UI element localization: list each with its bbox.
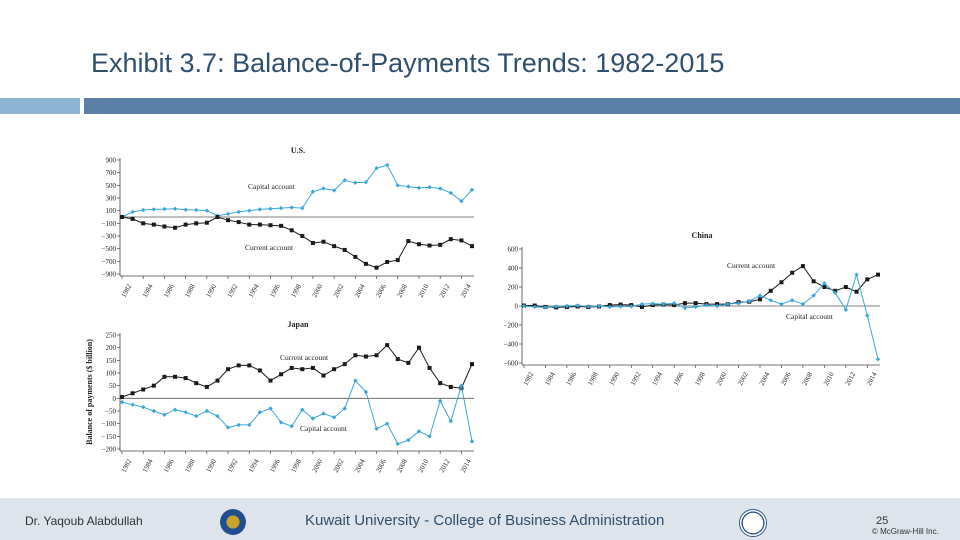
- japan-series-line-capital: [122, 381, 472, 444]
- us-current-point: [173, 226, 177, 230]
- china-y-tick-label: −200: [503, 321, 518, 330]
- china-x-tick-label: 1996: [671, 370, 686, 387]
- japan-x-tick-label: 2006: [374, 457, 388, 474]
- china-capital-point: [758, 293, 762, 297]
- us-current-point: [300, 234, 304, 238]
- us-current-point: [364, 262, 368, 266]
- japan-current-point: [258, 368, 262, 372]
- china-current-point: [694, 301, 698, 305]
- china-current-point: [779, 280, 783, 284]
- us-x-tick-label: 2010: [416, 282, 431, 299]
- us-x-tick-label: 1984: [140, 282, 155, 299]
- us-y-tick-label: −700: [101, 257, 116, 266]
- japan-current-point: [194, 381, 198, 385]
- china-y-tick-label: 200: [507, 283, 518, 292]
- china-capital-point: [876, 357, 880, 361]
- japan-x-tick-label: 1996: [268, 457, 282, 474]
- china-capital-point: [854, 272, 858, 276]
- us-current-point: [428, 244, 432, 248]
- us-capital-point: [247, 208, 251, 212]
- china-y-tick-label: 600: [507, 245, 518, 254]
- japan-capital-point: [162, 413, 166, 417]
- us-x-tick-label: 1998: [289, 282, 304, 299]
- china-capital-point: [790, 298, 794, 302]
- japan-current-point: [311, 366, 315, 370]
- japan-capital-point: [173, 408, 177, 412]
- china-x-tick-label: 2004: [757, 370, 772, 387]
- china-x-tick-label: 1988: [586, 370, 600, 387]
- china-x-tick-label: 2002: [736, 370, 750, 387]
- china-current-point: [769, 289, 773, 293]
- japan-current-point: [268, 379, 272, 383]
- japan-x-tick-label: 1994: [246, 457, 261, 474]
- china-x-tick-label: 2010: [822, 370, 836, 387]
- japan-capital-point: [438, 399, 442, 403]
- us-capital-point: [321, 186, 325, 190]
- japan-x-tick-label: 1982: [119, 457, 134, 474]
- japan-series-label: Current account: [280, 353, 329, 362]
- us-capital-point: [141, 208, 145, 212]
- us-capital-point: [236, 210, 240, 214]
- us-chart-title: U.S.: [290, 146, 306, 155]
- japan-y-tick-label: −200: [101, 445, 116, 454]
- japan-current-point: [343, 362, 347, 366]
- us-y-tick-label: −100: [101, 219, 116, 228]
- japan-y-tick-label: 250: [105, 331, 116, 340]
- japan-x-tick-label: 2002: [331, 457, 346, 474]
- us-capital-point: [438, 186, 442, 190]
- china-x-tick-label: 2008: [800, 370, 815, 387]
- us-current-point: [470, 244, 474, 248]
- us-x-tick-label: 1988: [183, 282, 197, 299]
- japan-current-point: [364, 355, 368, 359]
- china-x-tick-label: 1984: [543, 370, 557, 387]
- japan-y-tick-label: 100: [105, 369, 116, 378]
- us-x-tick-label: 2014: [459, 282, 473, 299]
- us-current-point: [152, 223, 156, 227]
- china-x-tick-label: 2000: [714, 370, 729, 387]
- us-current-point: [375, 266, 379, 270]
- china-x-tick-label: 1992: [628, 370, 643, 387]
- china-y-tick-label: −600: [503, 359, 518, 368]
- us-capital-point: [258, 207, 262, 211]
- us-capital-point: [417, 186, 421, 190]
- japan-current-point: [406, 361, 410, 365]
- japan-x-tick-label: 2008: [395, 457, 410, 474]
- china-y-tick-label: 400: [507, 264, 518, 273]
- japan-x-tick-label: 1992: [225, 457, 240, 474]
- us-current-point: [322, 240, 326, 244]
- china-current-point: [865, 277, 869, 281]
- japan-current-point: [470, 362, 474, 366]
- us-series-label: Capital account: [248, 182, 295, 191]
- japan-current-point: [215, 379, 219, 383]
- japan-x-tick-label: 2010: [416, 457, 431, 474]
- us-current-point: [279, 224, 283, 228]
- us-y-tick-label: 100: [105, 207, 116, 216]
- japan-capital-point: [130, 402, 134, 406]
- japan-current-point: [438, 381, 442, 385]
- japan-current-point: [141, 387, 145, 391]
- china-current-point: [801, 264, 805, 268]
- china-x-tick-label: 2014: [864, 370, 879, 387]
- japan-y-tick-label: 200: [105, 344, 116, 353]
- us-x-tick-label: 1992: [225, 282, 240, 299]
- china-current-point: [812, 279, 816, 283]
- us-current-point: [353, 255, 357, 259]
- japan-current-point: [353, 353, 357, 357]
- japan-x-tick-label: 1986: [162, 457, 176, 474]
- us-x-tick-label: 1982: [119, 282, 134, 299]
- japan-capital-point: [374, 427, 378, 431]
- japan-y-tick-label: 0: [112, 394, 116, 403]
- japan-x-tick-label: 1998: [289, 457, 304, 474]
- japan-y-tick-label: 150: [105, 356, 116, 365]
- us-current-point: [162, 225, 166, 229]
- us-y-tick-label: 300: [105, 194, 116, 203]
- japan-chart-title: Japan: [287, 320, 309, 329]
- us-capital-point: [226, 212, 230, 216]
- us-x-tick-label: 2000: [310, 282, 325, 299]
- us-capital-point: [427, 185, 431, 189]
- us-capital-point: [162, 207, 166, 211]
- china-chart-title: China: [691, 231, 713, 240]
- japan-y-tick-label: −100: [101, 420, 116, 429]
- china-current-point: [683, 301, 687, 305]
- japan-current-point: [131, 391, 135, 395]
- japan-current-point: [279, 372, 283, 376]
- china-capital-point: [865, 313, 869, 317]
- japan-x-tick-label: 1988: [183, 457, 197, 474]
- us-current-point: [205, 221, 209, 225]
- japan-x-tick-label: 1984: [140, 457, 155, 474]
- footer-institution: Kuwait University - College of Business Administration: [305, 512, 665, 529]
- japan-capital-point: [396, 442, 400, 446]
- us-x-tick-label: 2002: [331, 282, 346, 299]
- us-y-tick-label: −300: [101, 232, 116, 241]
- us-current-point: [141, 221, 145, 225]
- us-capital-point: [194, 208, 198, 212]
- us-current-point: [449, 237, 453, 241]
- us-y-tick-label: −500: [101, 245, 116, 254]
- us-capital-point: [396, 183, 400, 187]
- japan-current-point: [205, 385, 209, 389]
- china-x-tick-label: 2012: [843, 370, 858, 387]
- china-x-tick-label: 1982: [521, 370, 536, 387]
- us-current-point: [343, 248, 347, 252]
- japan-current-point: [396, 357, 400, 361]
- japan-y-axis-label: Balance of payments ($ billion): [85, 339, 94, 445]
- china-series-label: Capital account: [786, 312, 833, 321]
- china-current-point: [790, 271, 794, 275]
- us-capital-point: [205, 208, 209, 212]
- us-current-point: [120, 215, 124, 219]
- japan-current-point: [162, 375, 166, 379]
- japan-current-point: [417, 346, 421, 350]
- china-current-point: [822, 285, 826, 289]
- us-current-point: [332, 244, 336, 248]
- japan-current-point: [322, 374, 326, 378]
- us-capital-point: [385, 163, 389, 167]
- us-x-tick-label: 1996: [268, 282, 282, 299]
- japan-x-tick-label: 2014: [459, 457, 473, 474]
- university-seal-icon: [220, 509, 246, 535]
- japan-capital-point: [470, 439, 474, 443]
- china-current-point: [758, 297, 762, 301]
- us-series-label: Current account: [245, 243, 294, 252]
- china-x-tick-label: 1994: [650, 370, 665, 387]
- japan-capital-point: [194, 414, 198, 418]
- china-current-point: [844, 285, 848, 289]
- japan-current-point: [290, 366, 294, 370]
- china-x-tick-label: 2006: [779, 370, 793, 387]
- us-y-tick-label: 900: [105, 156, 116, 165]
- japan-current-point: [449, 385, 453, 389]
- china-x-tick-label: 1998: [693, 370, 707, 387]
- footer-author: Dr. Yaqoub Alabdullah: [25, 514, 143, 528]
- us-x-tick-label: 1990: [204, 282, 219, 299]
- copyright-notice: © McGraw-Hill Inc.: [872, 527, 939, 536]
- japan-current-point: [237, 363, 241, 367]
- us-capital-point: [289, 205, 293, 209]
- us-capital-point: [406, 184, 410, 188]
- china-capital-point: [693, 305, 697, 309]
- japan-capital-point: [449, 419, 453, 423]
- us-x-tick-label: 2006: [374, 282, 388, 299]
- japan-x-tick-label: 2012: [437, 457, 452, 474]
- us-current-point: [226, 218, 230, 222]
- us-current-point: [184, 223, 188, 227]
- us-x-tick-label: 2012: [437, 282, 452, 299]
- us-capital-point: [353, 181, 357, 185]
- us-x-tick-label: 1986: [162, 282, 176, 299]
- us-current-point: [268, 223, 272, 227]
- china-y-tick-label: −400: [503, 340, 518, 349]
- japan-x-tick-label: 2000: [310, 457, 325, 474]
- us-capital-point: [173, 207, 177, 211]
- us-current-point: [311, 241, 315, 245]
- japan-current-point: [300, 367, 304, 371]
- us-current-point: [406, 239, 410, 243]
- us-capital-point: [183, 208, 187, 212]
- japan-current-point: [247, 363, 251, 367]
- japan-capital-point: [120, 400, 124, 404]
- us-capital-point: [268, 207, 272, 211]
- us-current-point: [459, 238, 463, 242]
- japan-current-point: [428, 366, 432, 370]
- japan-capital-point: [236, 423, 240, 427]
- us-capital-point: [130, 210, 134, 214]
- japan-capital-point: [321, 411, 325, 415]
- us-x-tick-label: 1994: [246, 282, 261, 299]
- us-capital-point: [152, 207, 156, 211]
- us-x-tick-label: 2004: [353, 282, 367, 299]
- us-current-point: [438, 243, 442, 247]
- us-current-point: [194, 221, 198, 225]
- japan-capital-point: [427, 434, 431, 438]
- japan-capital-point: [385, 421, 389, 425]
- japan-x-tick-label: 1990: [204, 457, 219, 474]
- japan-capital-point: [141, 405, 145, 409]
- japan-current-point: [120, 395, 124, 399]
- us-current-point: [131, 217, 135, 221]
- japan-current-point: [385, 343, 389, 347]
- china-x-tick-label: 1990: [607, 370, 622, 387]
- china-y-tick-label: 0: [514, 302, 518, 311]
- slide-title: Exhibit 3.7: Balance-of-Payments Trends: 1982-2015: [91, 48, 725, 78]
- japan-current-point: [226, 367, 230, 371]
- china-x-tick-label: 1986: [564, 370, 579, 387]
- china-current-point: [876, 273, 880, 277]
- japan-current-point: [152, 384, 156, 388]
- japan-y-tick-label: 50: [109, 382, 116, 391]
- us-current-point: [417, 242, 421, 246]
- china-series-label: Current account: [727, 261, 776, 270]
- japan-current-point: [332, 367, 336, 371]
- japan-y-tick-label: −150: [101, 432, 116, 441]
- japan-y-tick-label: −50: [105, 407, 116, 416]
- japan-series-label: Capital account: [300, 424, 347, 433]
- college-logo-icon: [739, 509, 767, 537]
- japan-capital-point: [183, 410, 187, 414]
- china-capital-point: [769, 298, 773, 302]
- us-y-tick-label: 700: [105, 169, 116, 178]
- japan-x-tick-label: 2004: [353, 457, 367, 474]
- page-number: 25: [876, 515, 889, 527]
- china-current-point: [855, 290, 859, 294]
- us-current-point: [396, 258, 400, 262]
- japan-current-point: [184, 376, 188, 380]
- japan-current-point: [375, 353, 379, 357]
- us-current-point: [258, 223, 262, 227]
- us-current-point: [290, 228, 294, 232]
- japan-capital-point: [205, 409, 209, 413]
- us-current-point: [385, 260, 389, 264]
- us-current-point: [215, 215, 219, 219]
- us-current-point: [237, 220, 241, 224]
- us-current-point: [247, 223, 251, 227]
- us-y-tick-label: −900: [101, 270, 116, 279]
- japan-current-point: [173, 375, 177, 379]
- us-y-tick-label: 500: [105, 181, 116, 190]
- japan-capital-point: [152, 409, 156, 413]
- us-capital-point: [279, 206, 283, 210]
- us-x-tick-label: 2008: [395, 282, 410, 299]
